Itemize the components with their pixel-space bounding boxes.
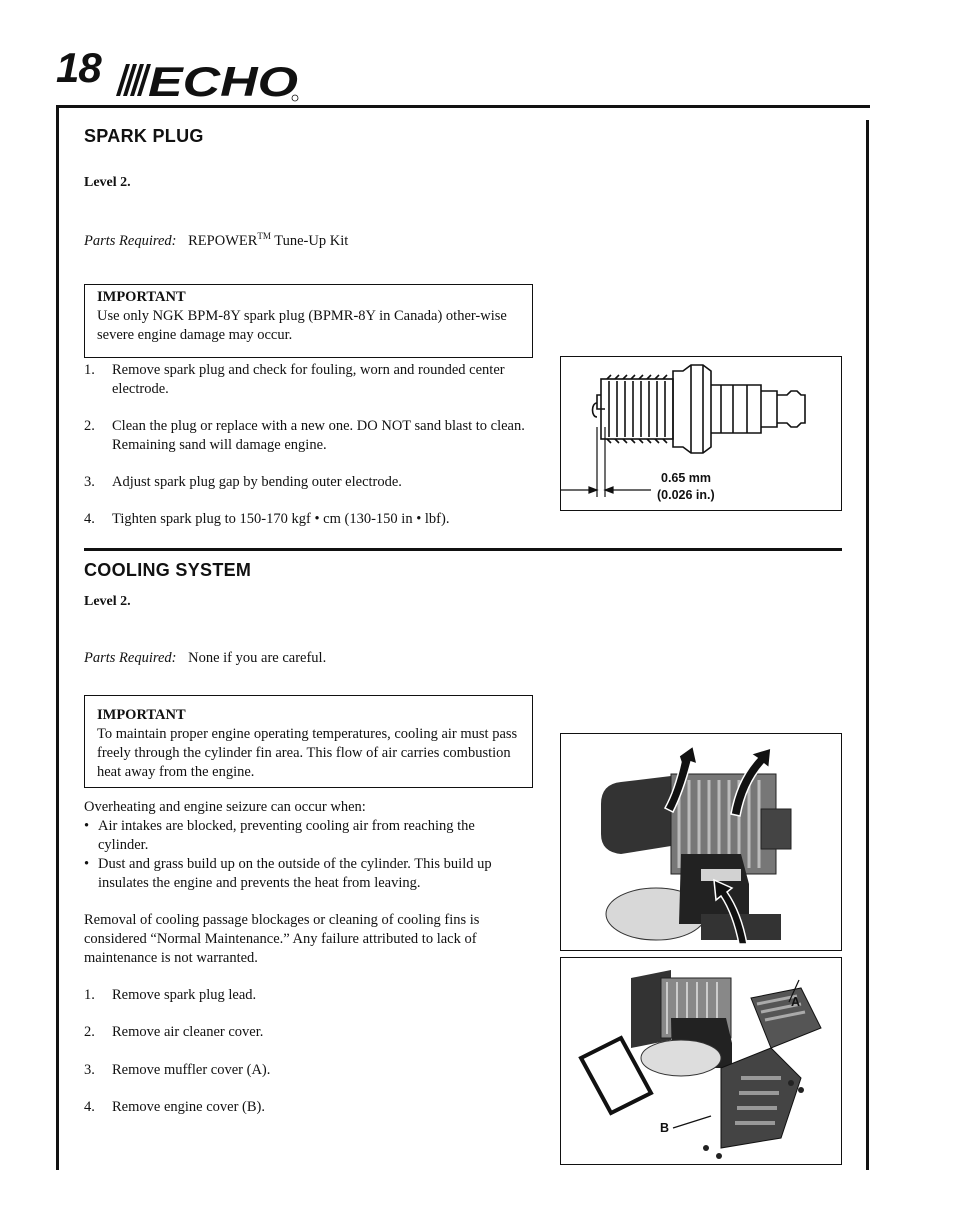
engine-airflow-figure (560, 733, 842, 951)
header-rule (56, 105, 870, 108)
gap-in-label: (0.026 in.) (657, 488, 715, 502)
exploded-view-figure (560, 957, 842, 1165)
section-divider (84, 548, 842, 551)
cooling-system-heading: COOLING SYSTEM (84, 560, 252, 580)
parts-value: REPOWER™ Tune-Up Kit (188, 231, 349, 249)
cooling-body (84, 798, 524, 968)
important-heading: IMPORTANT (97, 289, 186, 305)
maintenance-note: Removal of cooling passage blockages or cleaning of cooling fins is considered “Normal Maintenance.” Any failure attributed to lack of maintenance is not warranted. (84, 912, 480, 966)
left-margin-line (56, 108, 59, 1170)
callout-a-label: A (791, 995, 801, 1009)
parts-value: None if you are careful. (188, 650, 327, 666)
important-text: To maintain proper engine operating temperatures, cooling air must pass freely through the cylinder fin area. This flow of air carries combustion heat away from the engine. (97, 726, 518, 780)
spark-plug-parts (84, 231, 348, 250)
parts-label: Parts Required: (84, 232, 177, 249)
page-number: 18 (56, 44, 101, 91)
cooling-important-box (84, 695, 533, 788)
list-item: • Air intakes are blocked, preventing cooling air from reaching the cylinder. (84, 818, 475, 853)
exploded-view-illustration (561, 958, 841, 1164)
spark-plug-heading: SPARK PLUG (84, 126, 204, 146)
spark-plug-steps: 1. Remove spark plug and check for fouling, worn and rounded center electrode. 2. Clean the plug or replace with a new one. DO NOT sand blast to clean. Remaining sand will damage engine. 3. Adjust spark plug gap by bending outer electrode. 4. Tighten spark plug to 150-170 kgf • cm (130-150 in • lbf). (84, 362, 525, 527)
echo-logo (112, 56, 302, 102)
svg-text:ECHO: ECHO (148, 58, 298, 102)
callout-b-label: B (660, 1121, 670, 1135)
cooling-steps: 1. Remove spark plug lead. 2. Remove air cleaner cover. 3. Remove muffler cover (A). 4. Remove engine cover (B). (84, 987, 271, 1115)
important-text: Use only NGK BPM-8Y spark plug (BPMR-8Y in Canada) other-wise severe engine damage may occur. (97, 308, 507, 343)
cooling-parts (84, 650, 326, 667)
right-margin-line (866, 120, 869, 1170)
spark-plug-level: Level 2. (84, 175, 131, 190)
engine-airflow-illustration (561, 734, 841, 950)
cooling-level: Level 2. (84, 594, 131, 609)
important-heading: IMPORTANT (97, 707, 186, 723)
spark-plug-important-box (84, 284, 533, 358)
spark-plug-figure (560, 356, 842, 511)
list-item: • Dust and grass build up on the outside of the cylinder. This build up insulates the engine and prevents the heat from leaving. (84, 856, 492, 891)
parts-label: Parts Required: (84, 650, 177, 666)
cooling-intro: Overheating and engine seizure can occur when: (84, 799, 366, 815)
gap-mm-label: 0.65 mm (661, 471, 712, 485)
